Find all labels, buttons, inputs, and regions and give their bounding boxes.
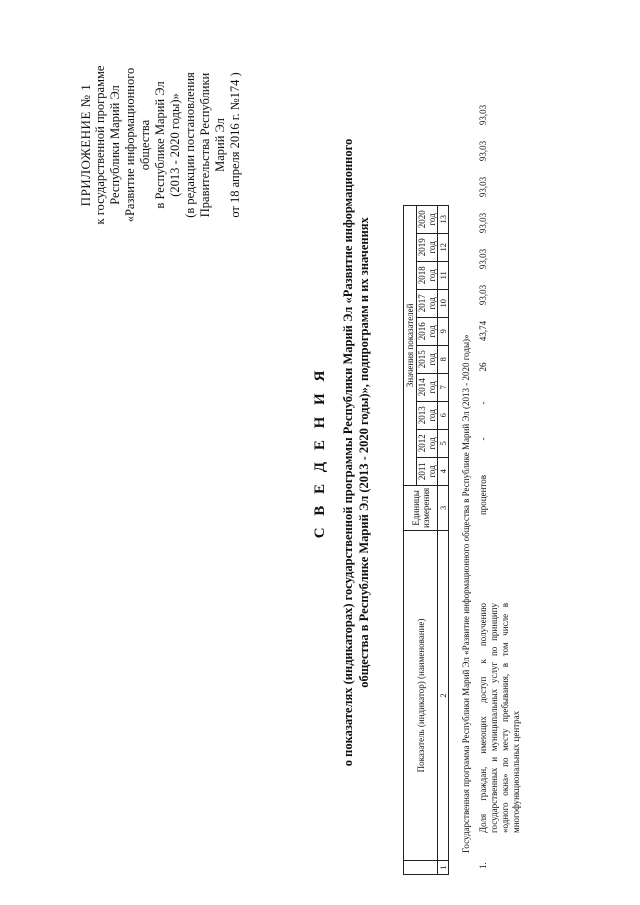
appendix-title: ПРИЛОЖЕНИЕ № 1: [78, 83, 93, 207]
document-title: С В Е Д Е Н И Я: [312, 366, 328, 539]
column-number: 13: [438, 205, 449, 233]
column-number: 6: [438, 401, 449, 429]
subtitle-line-2: общества в Республике Марий Эл (2013 - 2020 годы)», подпрограмм и их значениях: [357, 217, 371, 688]
header-year: 2015 год: [417, 345, 438, 373]
header-units: Единицы измерения: [404, 485, 438, 530]
column-number: 10: [438, 289, 449, 317]
appendix-line: Республики Марий Эл: [108, 85, 122, 205]
document-subtitle: [340, 0, 372, 905]
appendix-line: (в редакции постановления: [183, 72, 197, 218]
value-2012: -: [478, 401, 488, 405]
column-number: 11: [438, 261, 449, 289]
appendix-line: Правительства Республики Марий Эл: [198, 72, 227, 218]
value-2017: 93,03: [478, 212, 488, 234]
value-2020: 93,03: [478, 104, 488, 126]
document-heading: [312, 0, 329, 905]
header-year: 2011 год: [417, 457, 438, 485]
value-2019: 93,03: [478, 140, 488, 162]
value-2013: 26: [478, 362, 488, 372]
appendix-block: [78, 55, 243, 235]
header-number-cell: [404, 861, 438, 875]
header-values: Значения показателей: [404, 205, 417, 485]
appendix-line: к государственной программе: [93, 65, 107, 225]
subtitle-line-1: о показателях (индикаторах) государственной программы Республики Марий Эл «Развитие информационного: [341, 138, 355, 767]
column-number: 2: [438, 531, 449, 861]
appendix-line: от 18 апреля 2016 г. №174 ): [228, 72, 242, 218]
appendix-line: «Развитие информационного общества: [123, 67, 152, 223]
column-number: 5: [438, 429, 449, 457]
value-2016: 93,03: [478, 248, 488, 270]
header-year: 2014 год: [417, 373, 438, 401]
header-year: 2013 год: [417, 401, 438, 429]
appendix-line: (2013 - 2020 годы)»: [168, 93, 182, 197]
column-number: 9: [438, 317, 449, 345]
row-index: 1.: [478, 862, 488, 869]
column-number: 1: [438, 861, 449, 875]
column-number: 4: [438, 457, 449, 485]
value-2011: -: [478, 437, 488, 441]
column-number: 3: [438, 485, 449, 530]
column-number: 12: [438, 233, 449, 261]
header-year: 2018 год: [417, 261, 438, 289]
indicators-table: [403, 205, 449, 875]
value-2015: 93,03: [478, 284, 488, 306]
value-2018: 93,03: [478, 176, 488, 198]
column-number: 8: [438, 345, 449, 373]
column-number: 7: [438, 373, 449, 401]
program-section-title: Государственная программа Республики Марий Эл «Развитие информационного общества в Республике Марий Эл (2013 - 2020 годы)»: [461, 334, 471, 853]
header-indicator: Показатель (индикатор) (наименование): [404, 531, 438, 861]
header-year: 2020 год: [417, 205, 438, 233]
appendix-line: в Республике Марий Эл: [153, 81, 167, 209]
indicator-name: Доля граждан, имеющих доступ к получению государственных и муниципальных услуг по принципу «одного окна» по месту пребывания, в том числе в многофункциональных центрах: [478, 603, 521, 833]
header-year: 2012 год: [417, 429, 438, 457]
value-2014: 43,74: [478, 320, 488, 342]
header-year: 2017 год: [417, 289, 438, 317]
header-year: 2019 год: [417, 233, 438, 261]
indicator-unit: процентов: [478, 475, 488, 516]
header-year: 2016 год: [417, 317, 438, 345]
